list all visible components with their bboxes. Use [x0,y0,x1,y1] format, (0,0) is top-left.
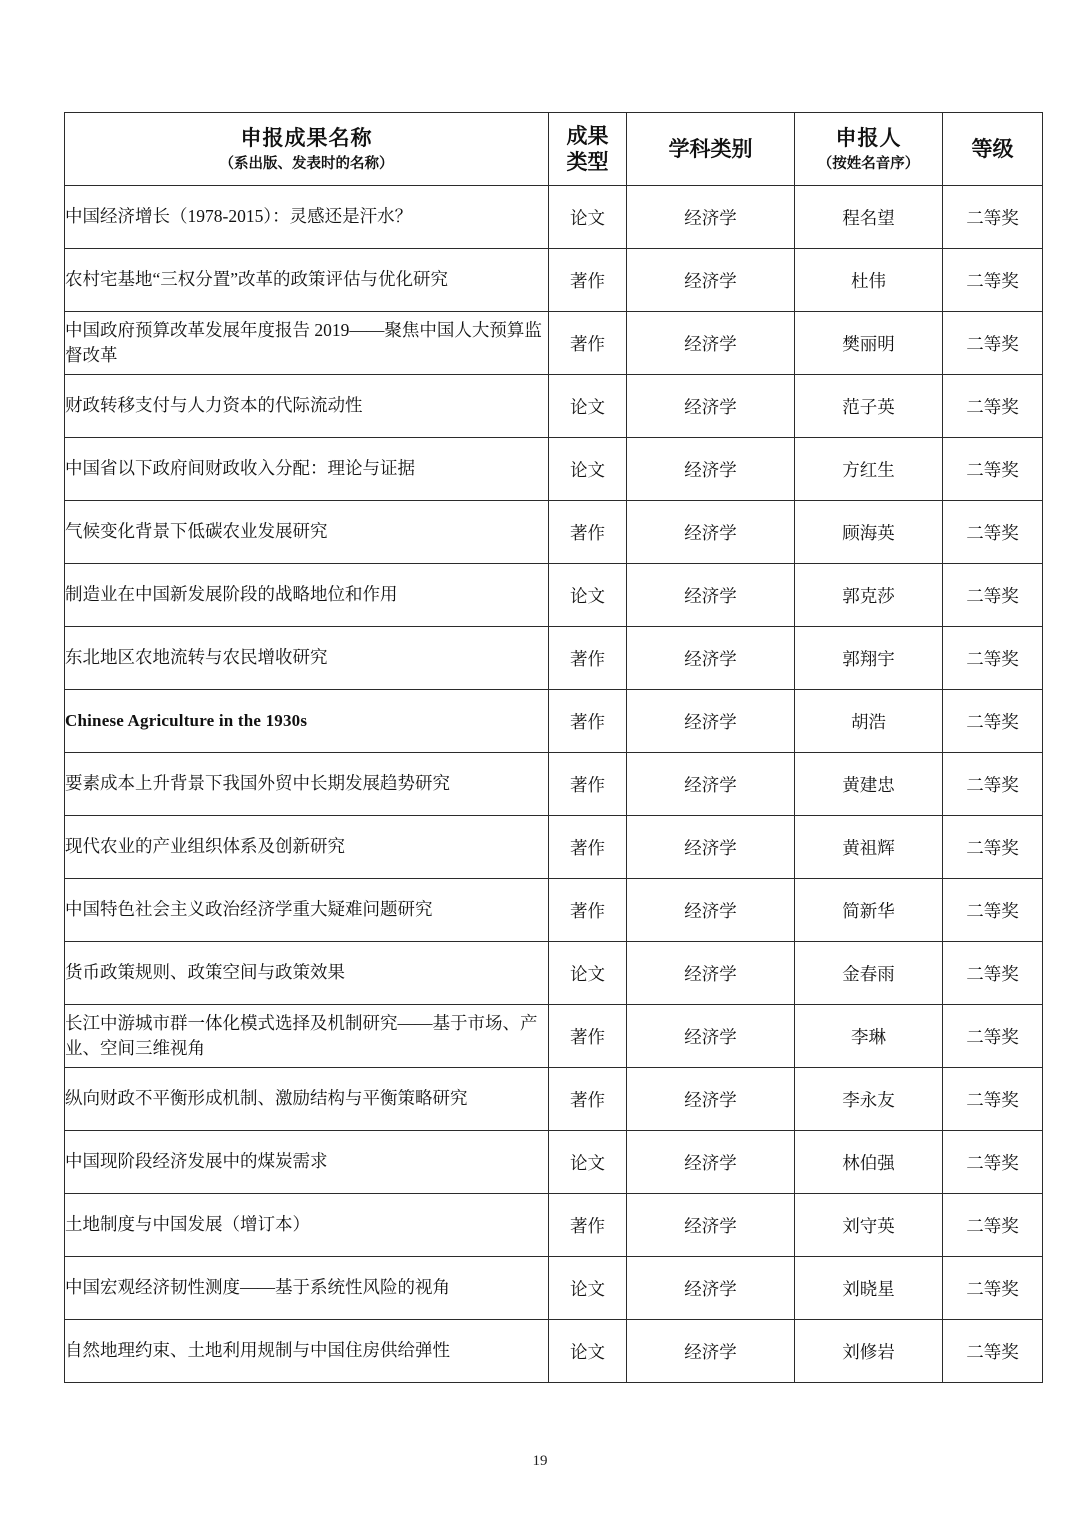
cell-author: 杜伟 [795,249,943,312]
cell-subject: 经济学 [627,690,795,753]
column-header-title-main: 申报成果名称 [240,125,373,150]
cell-type: 著作 [549,627,627,690]
cell-title: 制造业在中国新发展阶段的战略地位和作用 [65,564,549,627]
table-header [65,113,1043,186]
cell-author: 郭克莎 [795,564,943,627]
cell-type: 著作 [549,1005,627,1068]
cell-author: 林伯强 [795,1131,943,1194]
cell-author: 胡浩 [795,690,943,753]
table-row [65,1257,1043,1320]
cell-level: 二等奖 [943,564,1043,627]
cell-author: 黄祖辉 [795,816,943,879]
cell-author: 刘守英 [795,1194,943,1257]
cell-level: 二等奖 [943,1131,1043,1194]
cell-title: 纵向财政不平衡形成机制、激励结构与平衡策略研究 [65,1068,549,1131]
cell-type: 著作 [549,816,627,879]
cell-level: 二等奖 [943,1257,1043,1320]
cell-level: 二等奖 [943,1068,1043,1131]
column-header-author-main: 申报人 [835,125,902,150]
cell-author: 樊丽明 [795,312,943,375]
table-row [65,1068,1043,1131]
cell-subject: 经济学 [627,879,795,942]
cell-level: 二等奖 [943,312,1043,375]
cell-level: 二等奖 [943,1194,1043,1257]
cell-author: 李琳 [795,1005,943,1068]
table-row [65,816,1043,879]
table-row [65,564,1043,627]
cell-author: 程名望 [795,186,943,249]
cell-level: 二等奖 [943,1320,1043,1383]
cell-author: 黄建忠 [795,753,943,816]
cell-author: 简新华 [795,879,943,942]
cell-level: 二等奖 [943,816,1043,879]
cell-author: 刘晓星 [795,1257,943,1320]
table-row [65,1005,1043,1068]
cell-level: 二等奖 [943,1005,1043,1068]
column-header-type-line2: 类型 [566,150,609,174]
cell-title: 中国特色社会主义政治经济学重大疑难问题研究 [65,879,549,942]
cell-author: 范子英 [795,375,943,438]
cell-subject: 经济学 [627,942,795,1005]
cell-title: 土地制度与中国发展（增订本） [65,1194,549,1257]
cell-type: 著作 [549,312,627,375]
cell-title: Chinese Agriculture in the 1930s [65,690,549,753]
cell-level: 二等奖 [943,690,1043,753]
cell-level: 二等奖 [943,879,1043,942]
cell-level: 二等奖 [943,438,1043,501]
column-header-level-label: 等级 [971,136,1014,161]
page-number: 19 [532,1453,548,1469]
table-row [65,1194,1043,1257]
table-row [65,186,1043,249]
cell-type: 论文 [549,1320,627,1383]
cell-subject: 经济学 [627,564,795,627]
cell-subject: 经济学 [627,1257,795,1320]
column-header-title [65,113,549,186]
cell-subject: 经济学 [627,375,795,438]
cell-type: 著作 [549,690,627,753]
cell-title: 长江中游城市群一体化模式选择及机制研究——基于市场、产业、空间三维视角 [65,1005,549,1068]
column-header-subject-label: 学科类别 [668,136,753,161]
cell-type: 著作 [549,879,627,942]
cell-level: 二等奖 [943,375,1043,438]
cell-title: 中国政府预算改革发展年度报告 2019——聚焦中国人大预算监督改革 [65,312,549,375]
cell-type: 论文 [549,186,627,249]
table-row [65,375,1043,438]
cell-author: 方红生 [795,438,943,501]
award-results-table [64,112,1043,1383]
cell-subject: 经济学 [627,816,795,879]
cell-subject: 经济学 [627,1194,795,1257]
cell-type: 论文 [549,375,627,438]
column-header-title-sub: （系出版、发表时的名称） [219,155,394,172]
column-header-subject [627,113,795,186]
column-header-type [549,113,627,186]
cell-title: 财政转移支付与人力资本的代际流动性 [65,375,549,438]
cell-type: 著作 [549,501,627,564]
cell-author: 顾海英 [795,501,943,564]
cell-type: 著作 [549,753,627,816]
table-body [65,186,1043,1383]
cell-title: 农村宅基地“三权分置”改革的政策评估与优化研究 [65,249,549,312]
cell-title: 中国省以下政府间财政收入分配：理论与证据 [65,438,549,501]
cell-title: 要素成本上升背景下我国外贸中长期发展趋势研究 [65,753,549,816]
cell-title: 中国宏观经济韧性测度——基于系统性风险的视角 [65,1257,549,1320]
cell-subject: 经济学 [627,1131,795,1194]
cell-level: 二等奖 [943,501,1043,564]
cell-level: 二等奖 [943,249,1043,312]
table-row [65,690,1043,753]
cell-title: 气候变化背景下低碳农业发展研究 [65,501,549,564]
cell-subject: 经济学 [627,438,795,501]
cell-author: 刘修岩 [795,1320,943,1383]
cell-type: 论文 [549,438,627,501]
cell-level: 二等奖 [943,627,1043,690]
table-row [65,1320,1043,1383]
cell-type: 论文 [549,1257,627,1320]
table-header-row [65,113,1043,186]
cell-title: 自然地理约束、土地利用规制与中国住房供给弹性 [65,1320,549,1383]
cell-subject: 经济学 [627,753,795,816]
cell-type: 论文 [549,564,627,627]
cell-type: 著作 [549,1068,627,1131]
cell-subject: 经济学 [627,1320,795,1383]
cell-title: 现代农业的产业组织体系及创新研究 [65,816,549,879]
column-header-type-line1: 成果 [566,123,609,148]
cell-author: 金春雨 [795,942,943,1005]
cell-level: 二等奖 [943,753,1043,816]
cell-type: 著作 [549,1194,627,1257]
table-row [65,312,1043,375]
cell-type: 论文 [549,942,627,1005]
table-row [65,1131,1043,1194]
column-header-author [795,113,943,186]
column-header-author-sub: （按姓名音序） [817,155,920,172]
cell-title: 东北地区农地流转与农民增收研究 [65,627,549,690]
cell-subject: 经济学 [627,1005,795,1068]
table-row [65,501,1043,564]
cell-type: 著作 [549,249,627,312]
cell-subject: 经济学 [627,627,795,690]
cell-title: 中国现阶段经济发展中的煤炭需求 [65,1131,549,1194]
cell-title: 中国经济增长（1978-2015）：灵感还是汗水？ [65,186,549,249]
table-row [65,627,1043,690]
cell-subject: 经济学 [627,501,795,564]
table-row [65,753,1043,816]
cell-level: 二等奖 [943,942,1043,1005]
cell-subject: 经济学 [627,1068,795,1131]
table-row [65,879,1043,942]
column-header-level [943,113,1043,186]
cell-title: 货币政策规则、政策空间与政策效果 [65,942,549,1005]
table-row [65,942,1043,1005]
cell-subject: 经济学 [627,186,795,249]
table-row [65,249,1043,312]
cell-subject: 经济学 [627,312,795,375]
cell-level: 二等奖 [943,186,1043,249]
table-row [65,438,1043,501]
cell-type: 论文 [549,1131,627,1194]
cell-author: 郭翔宇 [795,627,943,690]
cell-author: 李永友 [795,1068,943,1131]
cell-subject: 经济学 [627,249,795,312]
